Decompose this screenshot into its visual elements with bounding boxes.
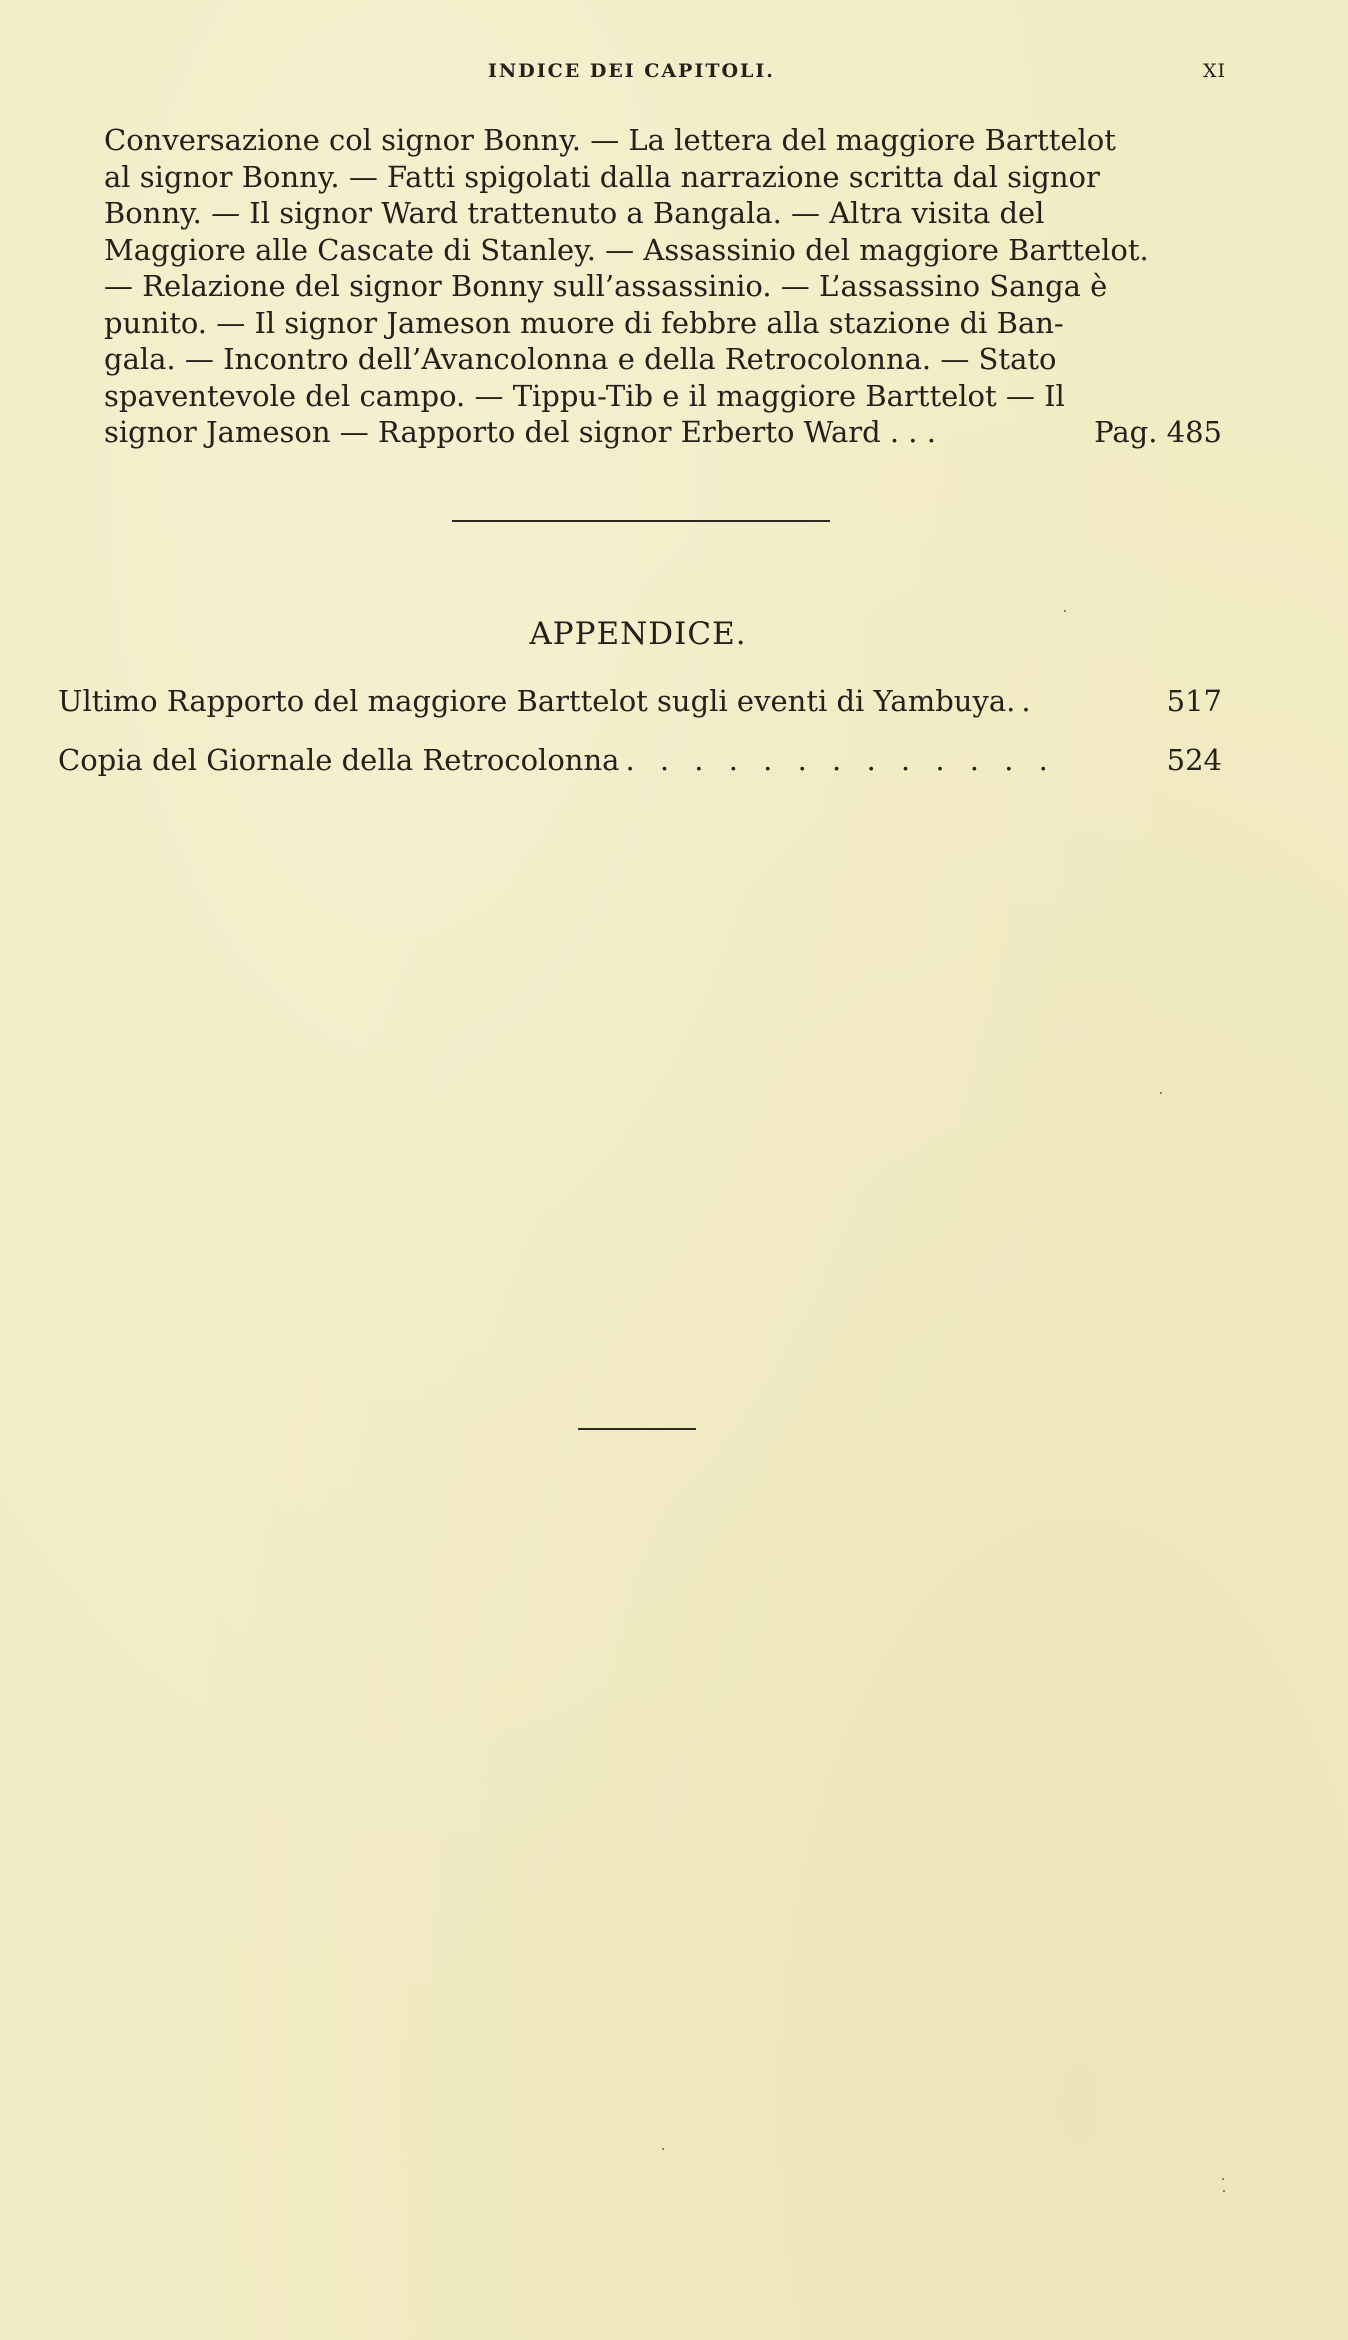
appendix-entry-title: Ultimo Rapporto del maggiore Barttelot sugli eventi di Yambuya. — [58, 684, 1016, 718]
appendix-entry-title: Copia del Giornale della Retrocolonna — [58, 743, 620, 777]
summary-line: punito. — Il signor Jameson muore di febbre alla stazione di Ban- — [104, 305, 1064, 340]
paper-speck — [1160, 1092, 1162, 1094]
appendix-entry — [58, 684, 1222, 718]
chapter-page-reference: Pag. 485 — [1094, 415, 1222, 449]
chapter-summary — [104, 122, 1222, 451]
header-page-number: XI — [1202, 60, 1226, 82]
appendix-entry-page: 517 — [1166, 684, 1222, 718]
running-header — [58, 56, 1226, 92]
appendix-entry-page: 524 — [1166, 743, 1222, 777]
summary-line: — Relazione del signor Bonny sull’assassinio. — L’assassino Sanga è — [104, 269, 1108, 303]
appendix-entry — [58, 743, 1222, 777]
dot-leader: . . . . . . . . . . . . . — [625, 743, 1056, 777]
summary-line: Conversazione col signor Bonny. — La lettera del maggiore Barttelot — [104, 123, 1116, 157]
dot-leader: . — [1021, 684, 1039, 718]
summary-line: gala. — Incontro dell’Avancolonna e della Retrocolonna. — Stato — [104, 342, 1057, 376]
paper-speck — [1223, 2190, 1225, 2192]
paper-speck — [662, 2148, 664, 2150]
summary-last-line: signor Jameson — Rapporto del signor Erberto Ward . . . Pag. 485 — [104, 415, 1222, 449]
summary-line: al signor Bonny. — Fatti spigolati dalla narrazione scritta dal signor — [104, 159, 1100, 194]
end-divider-rule — [578, 1428, 696, 1430]
summary-line: spaventevole del campo. — Tippu-Tib e il maggiore Barttelot — Il — [104, 378, 1065, 413]
paper-speck — [1064, 610, 1066, 612]
summary-line: Maggiore alle Cascate di Stanley. — Assassinio del maggiore Barttelot. — [104, 232, 1149, 267]
section-divider-rule — [452, 520, 830, 522]
header-title: INDICE DEI CAPITOLI. — [488, 60, 775, 82]
paper-speck — [1222, 2178, 1224, 2180]
appendix-heading: APPENDICE. — [529, 616, 747, 652]
summary-line: Bonny. — Il signor Ward trattenuto a Bangala. — Altra visita del — [104, 196, 1045, 230]
